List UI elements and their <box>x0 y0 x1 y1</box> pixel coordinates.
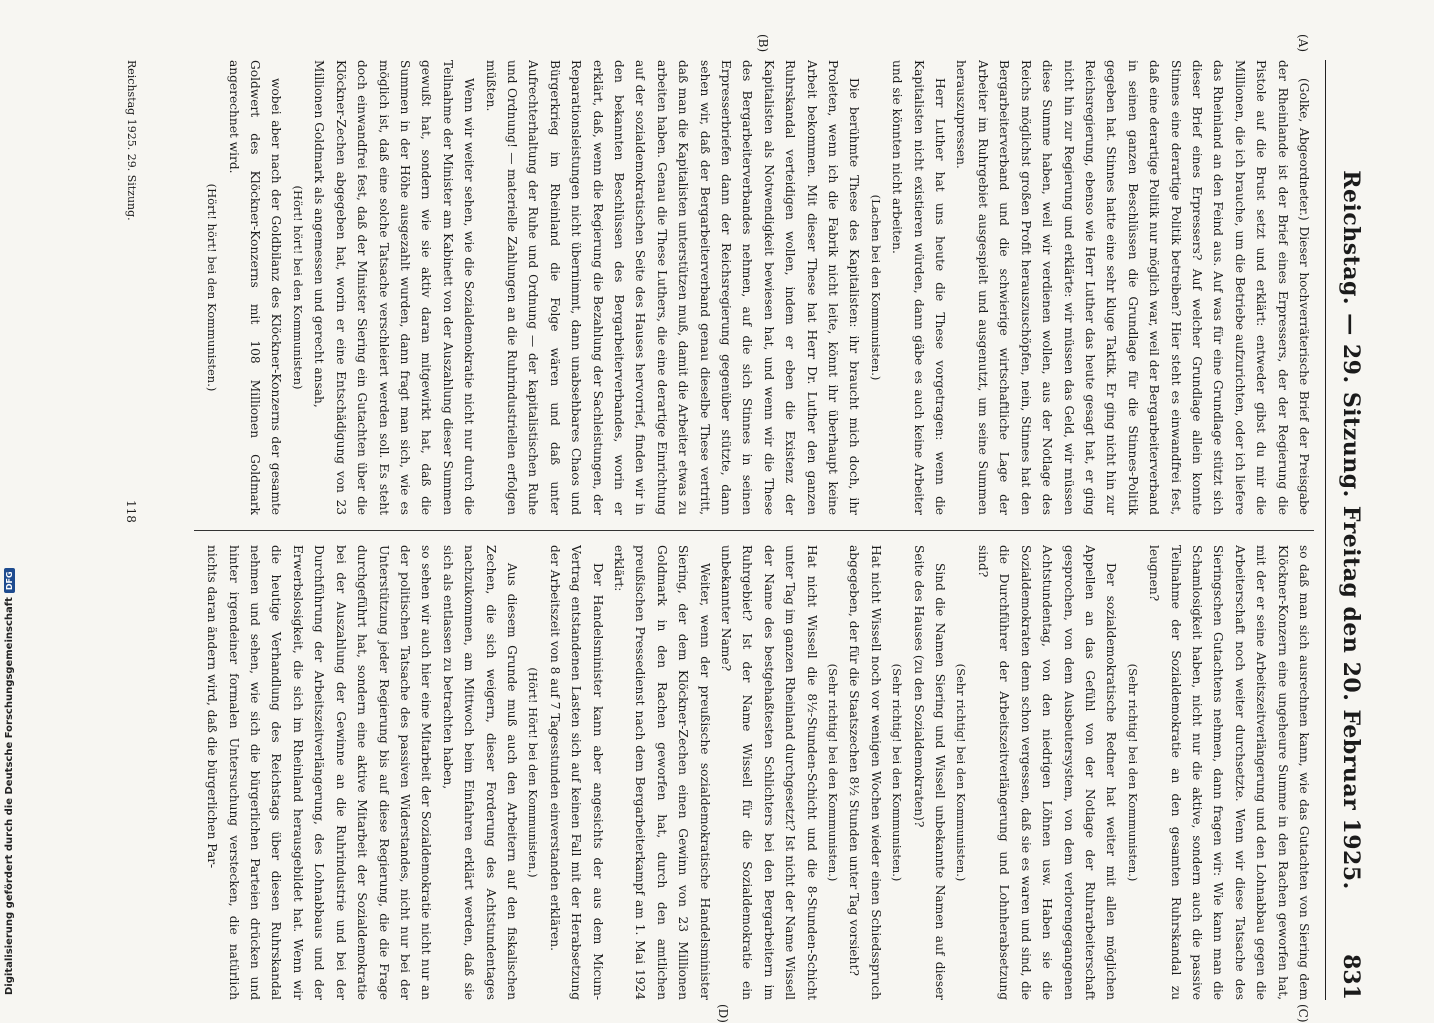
paragraph: Aus diesem Grunde muß auch den Arbeitern auf den fiskalischen Zechen, die sich weigern, dieser Forderung des Achtstundentages nachzukommen, am Mittwoch beim Einfahren erklärt werden, daß sie sich als entlassen zu betrachten haben, <box>440 545 519 1000</box>
page-number: 831 <box>1338 954 1364 1000</box>
digitization-text: Digitalisierung gefördert durch die Deutsche Forschungsgemeinschaft <box>4 597 15 995</box>
interjection: (Sehr richtig! bei den Kommunisten.) <box>826 663 841 882</box>
paragraph: Hat nicht Wissell noch vor wenigen Wochen wieder einen Schiedsspruch abgegeben, der für die Staatszechen 8½ Stunden unter Tag vorsieht? <box>847 545 883 1000</box>
margin-mark-c: (C) <box>1296 1004 1310 1023</box>
left-column <box>144 60 1314 515</box>
dfg-logo: DFG <box>4 568 15 593</box>
paragraph: Sind die Namen Siering und Wissell unbekannte Namen auf dieser Seite des Hauses (zu den Sozialdemokraten)? <box>911 545 948 1000</box>
paragraph: (Golke, Abgeordneter.) Dieser hochverräterische Brief der Preisgabe der Rheinlande ist der Brief eines Erpressers, der der Regierung die Pistole auf die Brust setzt und erklärt: entweder gibst du mir die Millionen, die ich brauche, um die Betriebe aufzurichten, oder ich liefere das Rheinland an den Feind aus. Auf was für eine Grundlage stützt sich dieser Brief eines Erpressers? Auf welcher Grundlage allein konnte Stinnes eine derartige Politik betreiben? Hier steht es einwandfrei fest, daß eine derartige Politik nur möglich war, weil der Bergarbeiterverband in seinen ganzen Beschlüssen die Grundlage für die Stinnes-Politik gegeben hat. Stinnes hatte eine sehr kluge Taktik. Er ging nicht hin zur Reichsregierung, ebenso wie Herr Luther das heute gesagt hat, er ging nicht hin zur Regierung und erklärte: wir müssen das Geld, wir müssen diese Summe haben, weil wir verdienen wollen, aus der Notlage des Reichs möglichst großen Profit herauszuschöpfen, nein, Stinnes hat den Bergarbeiterverband und die schwierige wirtschaftliche Lage der Arbeiter im Ruhrgebiet ausgespielt und ausgenutzt, um seine Summen herauszupressen. <box>954 60 1311 515</box>
interjection: (Hört! hört! bei den Kommunisten.) <box>205 183 220 392</box>
interjection: (Hört! hört! bei den Kommunisten) <box>290 185 305 390</box>
paragraph: Weiter, wenn der preußische sozialdemokratische Handelsminister Siering, der dem Klöckner-Zechen einen Gewinn von 23 Millionen Goldmark in den Rachen geworfen hat, durch den amtlichen preußischen Pressedienst nach dem Bergarbeiterkampf am 1. Mai 1924 erklärt: <box>612 545 712 1000</box>
margin-mark-b: (B) <box>756 34 770 53</box>
paragraph: so daß man sich ausrechnen kann, wie das Gutachten von Siering dem Klöckner-Konzern eine ungeheure Summe in den Rachen geworfen hat, mit der er seine Arbeitszeitverlängerung und den Lohnabbau gegen die Arbeiterschaft noch weiter durchsetzte. Wenn wir diese Tatsache des Sieringschen Gutachtens nehmen, dann fragen wir: Wie kann man die Schamlosigkeit haben, nicht nur die aktive, sondern auch die passive Teilnahme der Sozialdemokratie an den gesamten Ruhrskandal zu leugnen? <box>1147 545 1311 1000</box>
digitization-note <box>4 568 15 995</box>
column-divider <box>194 530 1314 531</box>
paragraph: Herr Luther hat uns heute die These vorgetragen: wenn die Kapitalisten nicht existieren würden, dann gäbe es auch keine Arbeiter und sie könnten nicht arbeiten. <box>890 60 948 515</box>
interjection: (Sehr richtig! bei den Kommunisten.) <box>954 663 969 882</box>
paragraph: Der Handelsminister kann aber angesichts der aus dem Micum-Vertrag entstandenen Lasten sich auf keinen Fall mit der Herabsetzung der Arbeitszeit von 8 auf 7 Tagesstunden einverstanden erklären. <box>547 545 605 1000</box>
running-title: Reichstag. — 29. Sitzung. Freitag den 20. Februar 1925. <box>1338 170 1364 890</box>
footer-page-number: 118 <box>124 500 138 523</box>
paragraph: Der sozialdemokratische Redner hat weiter mit allen möglichen Appellen an das Gefühl von der Notlage der Ruhrarbeiterschaft gesprochen, von dem Ausbeutersystem, von dem verlorengegangenen Achtstundentag, von den niedrigen Löhnen usw. Haben sie die Sozialdemokraten denn schon vergessen, daß sie es waren und sind, die die Durchführer der Arbeitszeitverlängerung und Lohnherabsetzung sind? <box>975 545 1119 1000</box>
interjection: (Lachen bei den Kommunisten.) <box>868 194 883 381</box>
interjection: (Hört! Hört! bei den Kommunisten.) <box>526 667 541 878</box>
document-page <box>80 34 1370 1023</box>
right-column <box>144 545 1314 1000</box>
paragraph: Wenn wir weiter sehen, wie die Sozialdemokratie nicht nur durch die Teilnahme der Minister am Kabinett von der Auszahlung dieser Summen gewußt hat, sondern wie sie aktiv daran mitgewirkt hat, daß die Summen in der Höhe ausgezahlt wurden, dann fragt man sich, wie es möglich ist, daß eine solche Tatsache verschleiert werden soll. Es steht doch einwandfrei fest, daß der Minister Siering ein Gutachten über die Klöckner-Zechen abgegeben hat, worin er eine Entschädigung von 23 Millionen Goldmark als angemessen und gerecht ansah, <box>312 60 477 515</box>
footer-session: Reichstag 1925. 29. Sitzung. <box>125 60 138 221</box>
interjection: (Sehr richtig! bei den Kommunisten.) <box>1125 663 1140 882</box>
paragraph: Die berühmte These des Kapitalisten: ihr braucht mich doch, ihr Proleten, wenn ich die Fabrik nicht leite, könnt ihr überhaupt keine Arbeit bekommen. Mit dieser These hat Herr Dr. Luther den ganzen Ruhrskandal verteidigen wollen, indem er eben die Existenz der Kapitalisten als Notwendigkeit bewiesen hat, und wenn wir die These des Bergarbeiterverbandes nehmen, auf die sich Stinnes in seinen Erpresserbriefen dann der Reichsregierung gegenüber stützte, dann sehen wir, daß der Bergarbeiterverband genau dieselbe These vertritt, daß man die Kapitalisten unterstützen muß, damit die Arbeiter etwas zu arbeiten haben. Genau die These Luthers, die eine derartige Einrichtung auf der sozialdemokratischen Seite des Hauses hervorrief, finden wir in den bekannten Beschlüssen des Bergarbeiterverbandes, worin er erklärt, daß, wenn die Regierung die Bezahlung der Sachleistungen, der Reparationsleistungen nicht übernimmt, dann unabsehbares Chaos und Bürgerkrieg im Rheinland die Folge wären und daß unter Aufrechterhaltung der Ruhe und Ordnung — der kapitalistischen Ruhe und Ordnung! — materielle Zahlungen an die Ruhrindustriellen erfolgen müßten. <box>483 60 862 515</box>
interjection: (Sehr richtig! bei den Kommunisten.) <box>890 663 905 882</box>
paragraph: Hat nicht Wissell die 8½-Stunden-Schicht und die 8-Stunden-Schicht unter Tag im ganzen Rheinland durchgesetzt? Ist nicht der Name Wissell der Name des bestgehaßtesten Schlichters bei den Bergarbeitern im Ruhrgebiet? Ist der Name Wissell für die Sozialdemokratie ein unbekannter Name? <box>719 545 819 1000</box>
page-header <box>1325 60 1370 1000</box>
margin-mark-a: (A) <box>1296 34 1310 53</box>
paragraph: so sehen wir auch hier eine Mitarbeit der Sozialdemokratie nicht nur an der politischen Tatsache des passiven Widerstandes, nicht nur bei der Unterstützung jeder Regierung bis auf diese Regierung, die die Frage durchgeführt hat, sondern eine aktive Mitarbeit der Sozialdemokratie bei der Auszahlung der Gewinne an die Ruhrindustrie und bei der Durchführung der Arbeitszeitverlängerung, des Lohnabbaus und der Erwerbslosigkeit, die sich im Rheinland herausgebildet hat. Wenn wir die heutige Verhandlung des Reichstags über diesen Ruhrskandal nehmen und sehen, wie sich die bürgerlichen Parteien drücken und hinter irgendeiner formalen Untersuchung verstecken, die natürlich nichts daran ändern wird, daß die bürgerlichen Par- <box>205 545 434 1000</box>
margin-mark-d: (D) <box>716 1004 730 1023</box>
paragraph: wobei aber nach der Goldbilanz des Klöckner-Konzerns der gesamte Goldwert des Klöckner-Konzerns mit 108 Millionen Goldmark angerechnet wird. <box>226 60 284 515</box>
